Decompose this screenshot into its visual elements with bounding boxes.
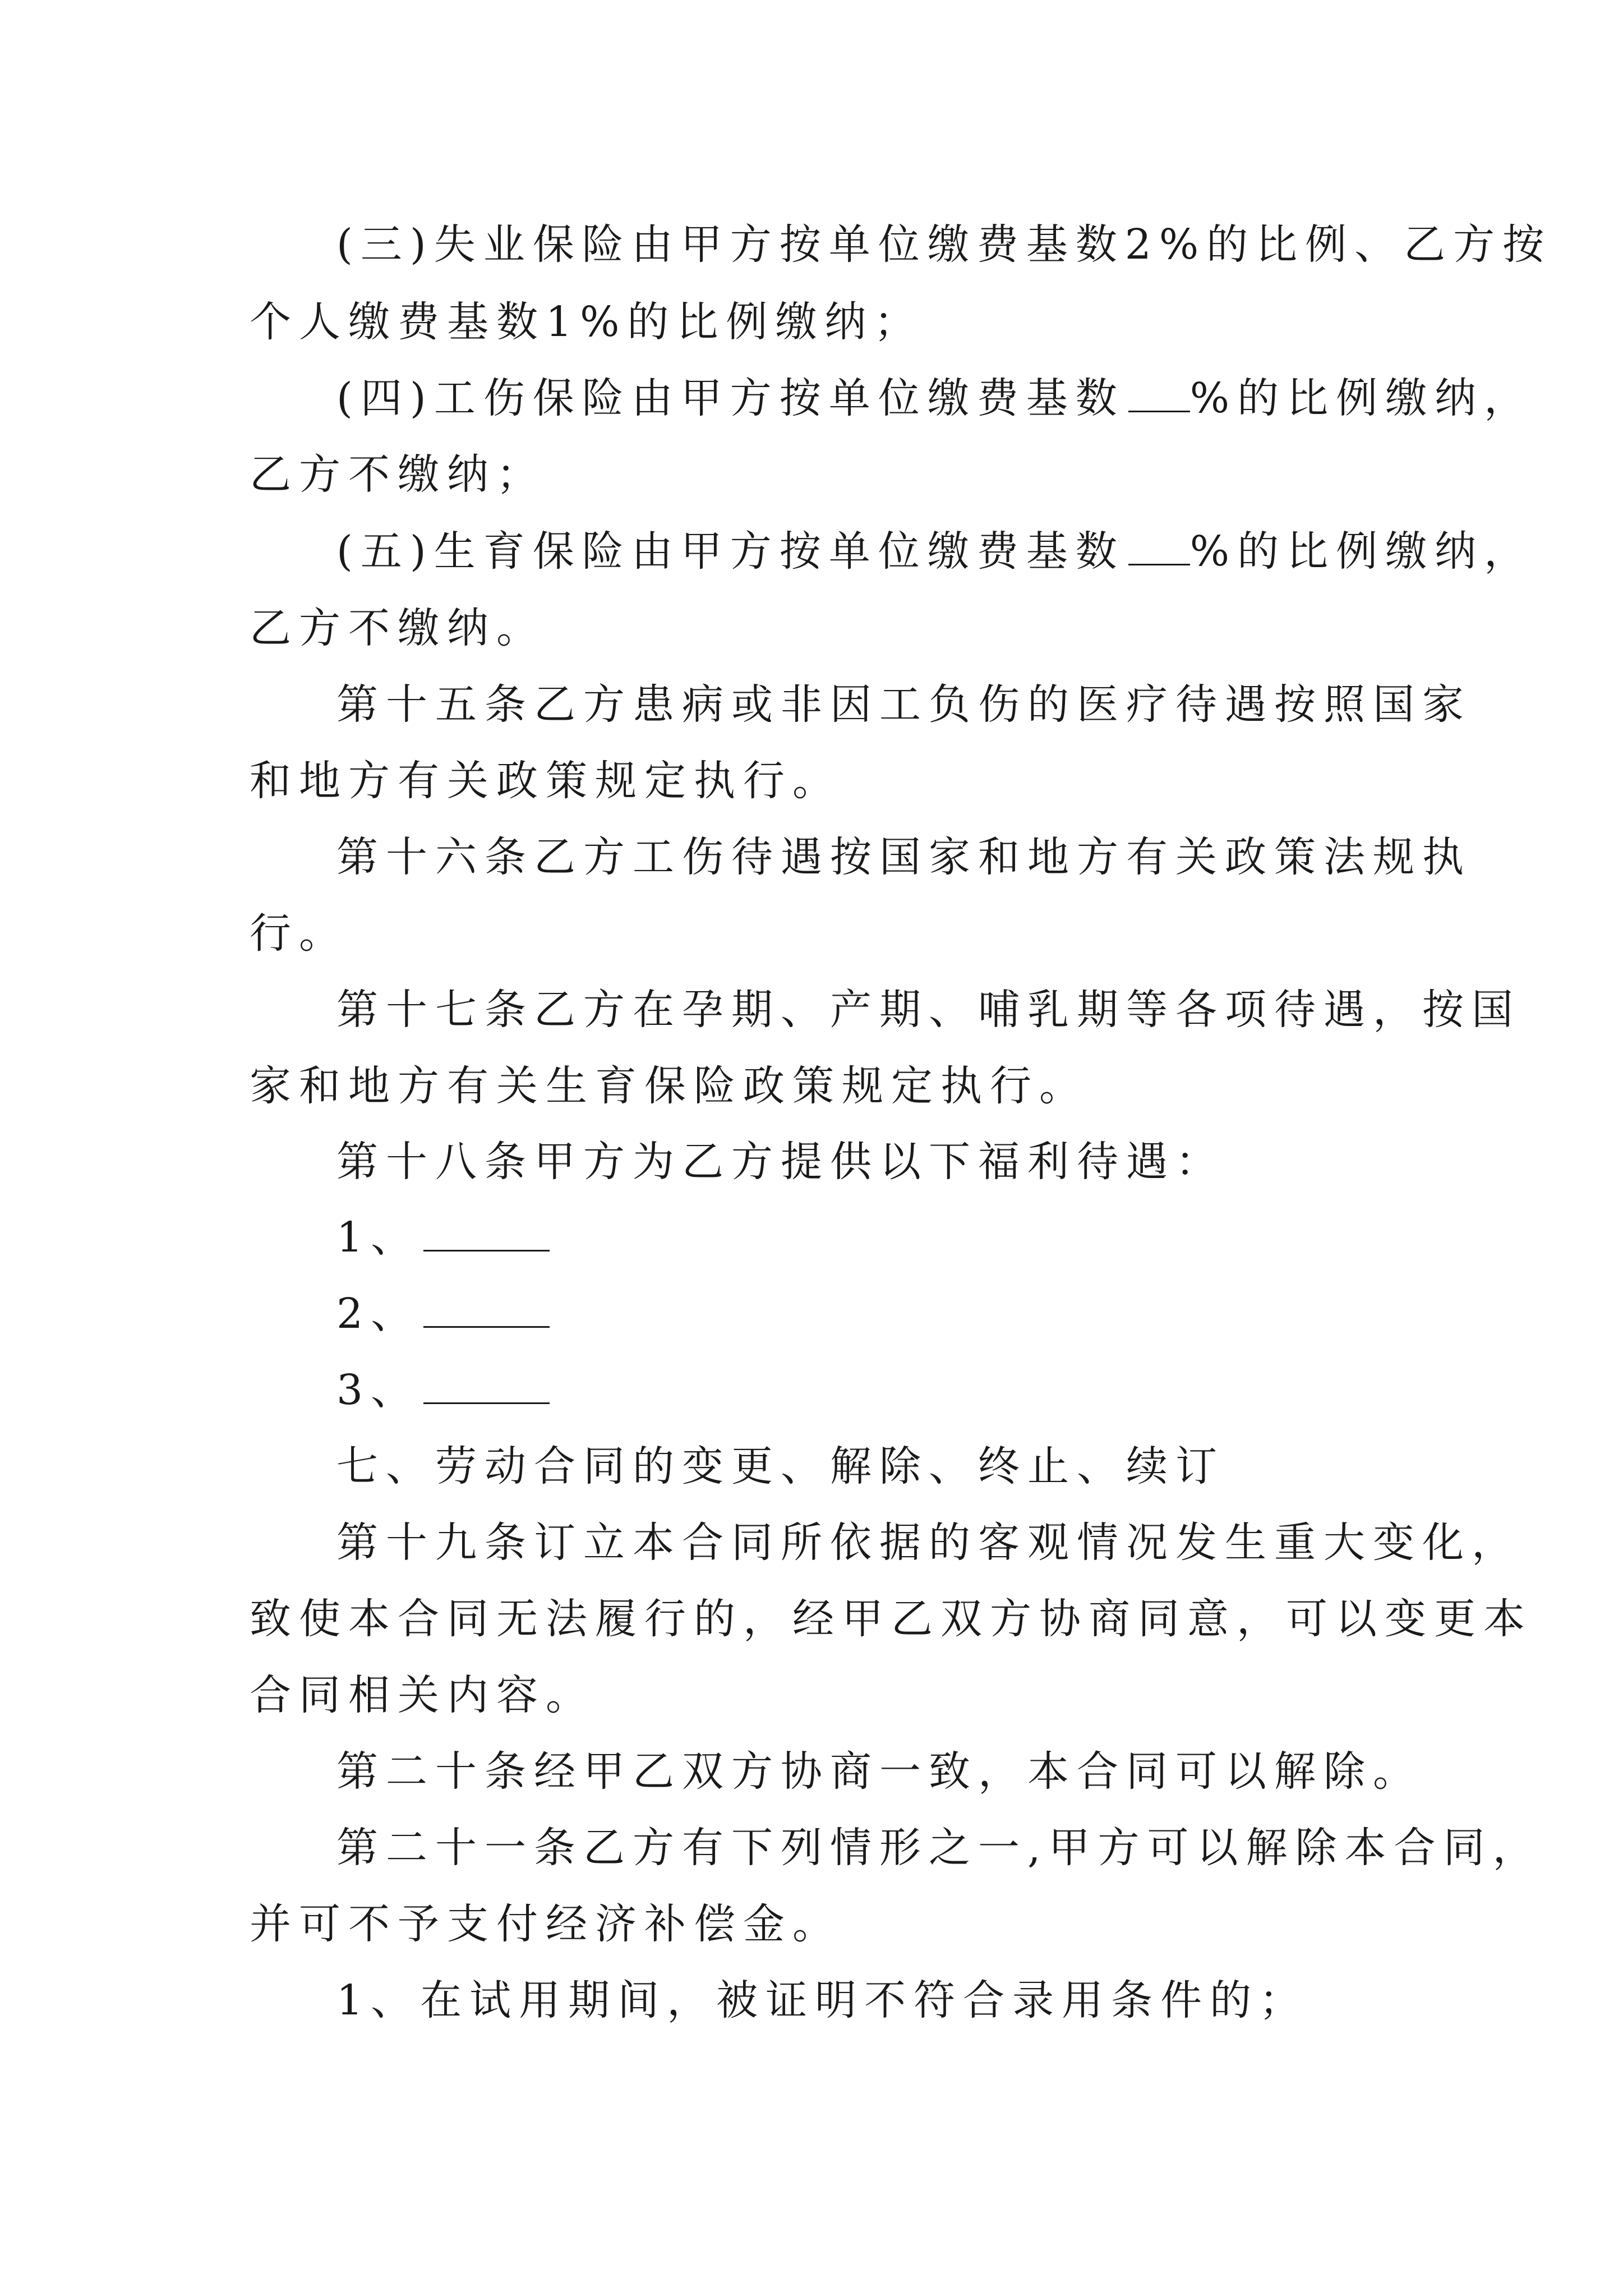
paragraph-line: [250, 296, 1399, 348]
line-text: 家和地方有关生育保险政策规定执行。: [250, 1062, 1089, 1110]
line-text: 第二十条经甲乙双方协商一致，本合同可以解除。: [336, 1747, 1422, 1796]
paragraph-line: [250, 755, 1399, 807]
paragraph-line: [250, 1669, 1399, 1721]
paragraph-line: [250, 449, 1399, 500]
paragraph-line: [250, 1060, 1399, 1112]
section-heading: [336, 1441, 1486, 1492]
line-text: %的比例缴纳，: [1189, 374, 1534, 422]
heading-text: 七、劳动合同的变更、解除、终止、续订: [336, 1442, 1225, 1490]
fill-in-blank: [423, 1368, 550, 1404]
line-text: 和地方有关政策规定执行。: [250, 757, 842, 805]
line-text: 第十九条订立本合同所依据的客观情况发生重大变化，: [336, 1519, 1521, 1567]
list-item: [336, 1212, 1486, 1263]
paragraph-line: [250, 1593, 1533, 1645]
paragraph-line: [336, 1136, 1486, 1188]
fill-in-blank: [423, 1291, 550, 1328]
paragraph-line: [336, 831, 1486, 883]
line-text: 并可不予支付经济补偿金。: [250, 1900, 842, 1948]
line-text: %的比例缴纳，: [1189, 527, 1534, 576]
list-number: 1、: [336, 1213, 421, 1262]
line-text: 乙方不缴纳；: [250, 450, 546, 499]
line-text: 第十六条乙方工伤待遇按国家和地方有关政策法规执: [336, 833, 1472, 881]
list-number: 3、: [336, 1366, 421, 1414]
paragraph-line: [336, 219, 1552, 270]
line-text: (五)生育保险由甲方按单位缴费基数: [336, 527, 1125, 576]
paragraph-line: [336, 372, 1534, 424]
line-text: 1、在试用期间，被证明不符合录用条件的；: [336, 1976, 1309, 2024]
line-text: 合同相关内容。: [250, 1671, 595, 1719]
line-text: 第十五条乙方患病或非因工负伤的医疗待遇按照国家: [336, 680, 1472, 729]
fill-in-blank: [423, 1215, 550, 1251]
line-text: 第十八条甲方为乙方提供以下福利待遇：: [336, 1138, 1225, 1186]
paragraph-line: [250, 1898, 1399, 1950]
paragraph-line: [336, 1822, 1542, 1874]
paragraph-line: [336, 1517, 1521, 1568]
line-text: 乙方不缴纳。: [250, 604, 546, 652]
line-text: 第二十一条乙方有下列情形之一,甲方可以解除本合同，: [336, 1824, 1542, 1872]
list-item: [336, 1288, 1486, 1340]
line-text: 行。: [250, 909, 348, 958]
fill-in-blank: [1128, 376, 1190, 412]
paragraph-line: [250, 908, 1399, 959]
list-number: 2、: [336, 1290, 421, 1338]
paragraph-line: [250, 602, 1399, 654]
paragraph-line: [336, 984, 1521, 1036]
paragraph-line: [336, 1746, 1486, 1797]
list-item: [336, 1364, 1486, 1416]
line-text: (四)工伤保险由甲方按单位缴费基数: [336, 374, 1125, 422]
paragraph-line: [336, 679, 1486, 730]
line-text: 第十七条乙方在孕期、产期、哺乳期等各项待遇，按国: [336, 986, 1521, 1034]
paragraph-line: [336, 1975, 1486, 2026]
line-text: 致使本合同无法履行的，经甲乙双方协商同意，可以变更本: [250, 1595, 1533, 1643]
fill-in-blank: [1128, 529, 1190, 565]
line-text: 个人缴费基数1%的比例缴纳；: [250, 298, 924, 346]
paragraph-line: [336, 526, 1534, 577]
line-text: (三)失业保险由甲方按单位缴费基数2%的比例、乙方按: [336, 220, 1552, 269]
